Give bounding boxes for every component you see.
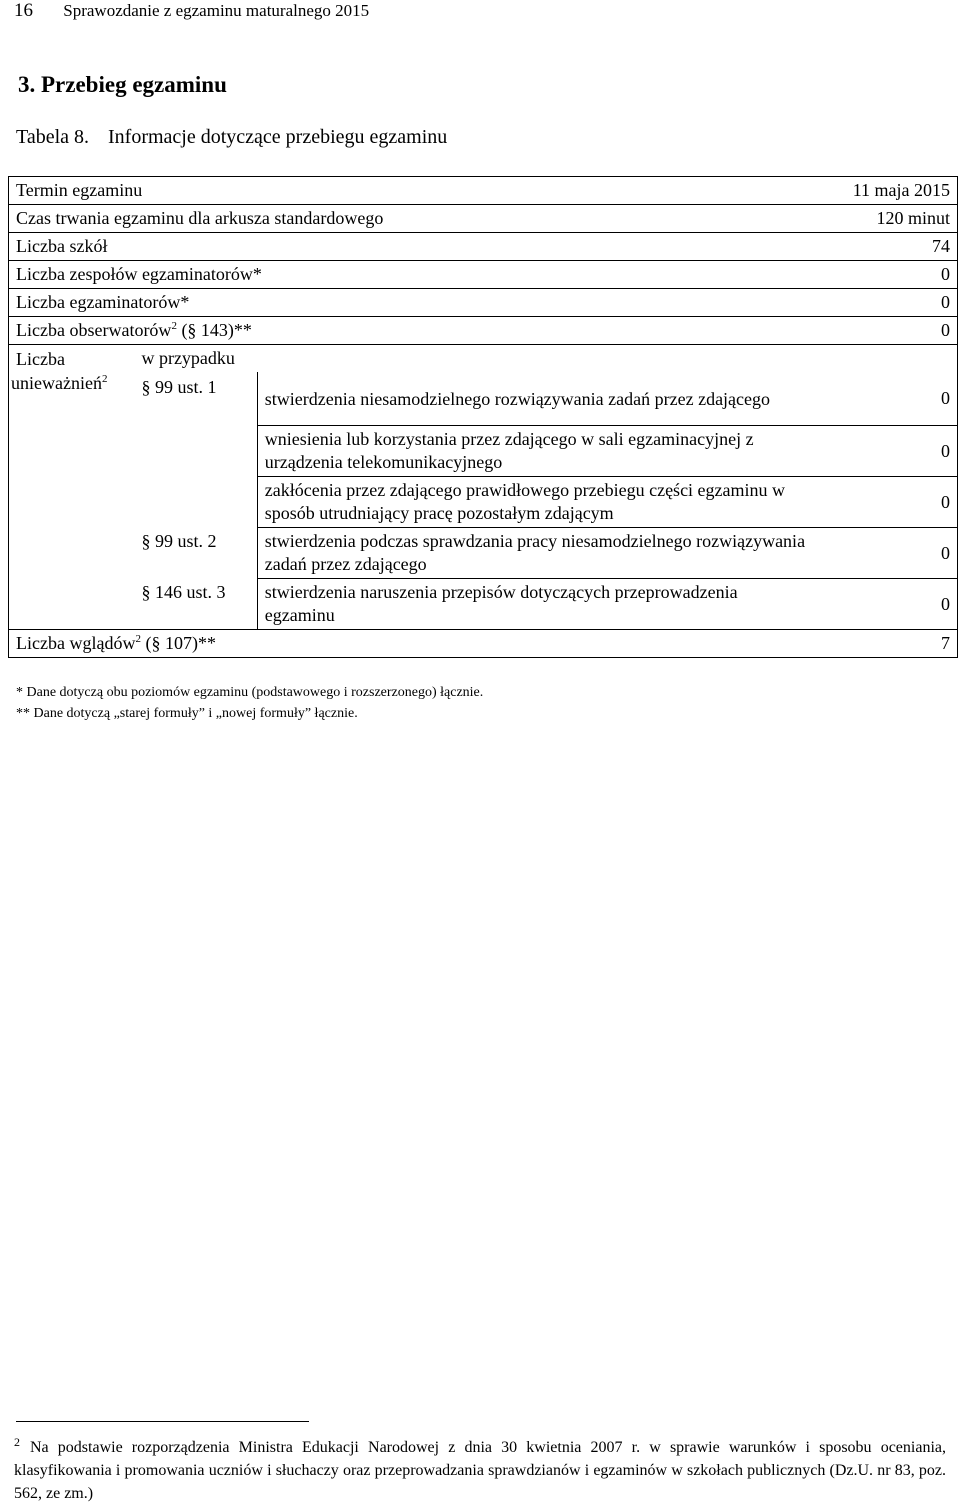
row-value: 0 [817,289,958,317]
case-value: 0 [817,426,958,477]
report-title: Sprawozdanie z egzaminu maturalnego 2015 [63,1,370,20]
table-caption [16,126,447,149]
observers-value: 0 [817,317,958,345]
empty-cell [817,345,958,373]
reviews-label-text: Liczba wglądów [16,633,136,653]
row-label: Liczba egzaminatorów* [9,289,817,317]
page-header [14,0,369,22]
footnote-ref: 2 [135,633,141,645]
row-label: Liczba zespołów egzaminatorów* [9,261,817,289]
reviews-paragraph: (§ 107)** [145,633,216,653]
case-description: stwierdzenia podczas sprawdzania pracy niesamodzielnego rozwiązywania zadań przez zdającego [257,528,816,579]
case-description: stwierdzenia naruszenia przepisów dotyczących przeprowadzenia egzaminu [257,579,816,630]
case-description: stwierdzenia niesamodzielnego rozwiązywania zadań przez zdającego [257,372,816,426]
row-value: 0 [817,261,958,289]
row-label: Czas trwania egzaminu dla arkusza standardowego [9,205,817,233]
annulments-label-line2 [11,371,127,395]
table-caption-label: Tabela 8. [16,126,90,148]
footnote-separator [16,1421,309,1422]
annulments-label-text: unieważnień [11,373,102,393]
row-value: 120 minut [817,205,958,233]
case-paragraph: § 99 ust. 2 [134,528,257,579]
observers-label-text: Liczba obserwatorów [16,320,172,340]
page-number: 16 [14,0,33,21]
footnote-text: Na podstawie rozporządzenia Ministra Edukacji Narodowej z dnia 30 kwietnia 2007 r. w sprawie warunków i sposobu oceniania, klasyfikowania i promowania uczniów i słuchaczy oraz przeprowadzania sprawdzianów i egzaminów w szkołach publicznych (Dz.U. nr 83, poz. 562, ze zm.) [14,1439,946,1502]
footnote [14,1436,946,1505]
section-title: 3. Przebieg egzaminu [18,72,227,97]
table-caption-text: Informacje dotyczące przebiegu egzaminu [108,126,448,148]
observers-label [9,317,817,345]
table-notes [16,682,483,724]
case-description: zakłócenia przez zdającego prawidłowego przebiegu części egzaminu w sposób utrudniający pracę pozostałym zdającym [257,477,816,528]
annulments-label-line1: Liczba [16,349,65,369]
exam-info-table [8,176,958,658]
row-label: Termin egzaminu [9,177,817,205]
footnote-ref: 2 [101,373,108,385]
case-description: wniesienia lub korzystania przez zdającego w sali egzaminacyjnej z urządzenia telekomunikacyjnego [257,426,816,477]
case-value: 0 [817,528,958,579]
note-line: ** Dane dotyczą „starej formuły” i „nowej formuły” łącznie. [16,706,358,721]
case-value: 0 [817,579,958,630]
annulment-case-row [9,579,958,630]
table-row [9,630,958,658]
case-value: 0 [817,477,958,528]
annulment-case-row [9,372,958,426]
table-row [9,289,958,317]
row-label: Liczba szkół [9,233,817,261]
row-value: 74 [817,233,958,261]
table-row [9,261,958,289]
row-value: 11 maja 2015 [817,177,958,205]
reviews-label [9,630,817,658]
table-row [9,317,958,345]
table-row [9,205,958,233]
note-line: * Dane dotyczą obu poziomów egzaminu (podstawowego i rozszerzonego) łącznie. [16,685,484,700]
annulments-header-row [9,345,958,373]
case-value: 0 [817,372,958,426]
footnote-marker: 2 [14,1434,20,1449]
table-row [9,177,958,205]
case-header: w przypadku [134,345,816,373]
annulments-label [9,345,135,630]
reviews-value: 7 [817,630,958,658]
footnote-ref: 2 [171,320,177,332]
case-paragraph: § 146 ust. 3 [134,579,257,630]
table-row [9,233,958,261]
annulment-case-row [9,528,958,579]
case-paragraph: § 99 ust. 1 [134,372,257,528]
observers-paragraph: (§ 143)** [181,320,252,340]
